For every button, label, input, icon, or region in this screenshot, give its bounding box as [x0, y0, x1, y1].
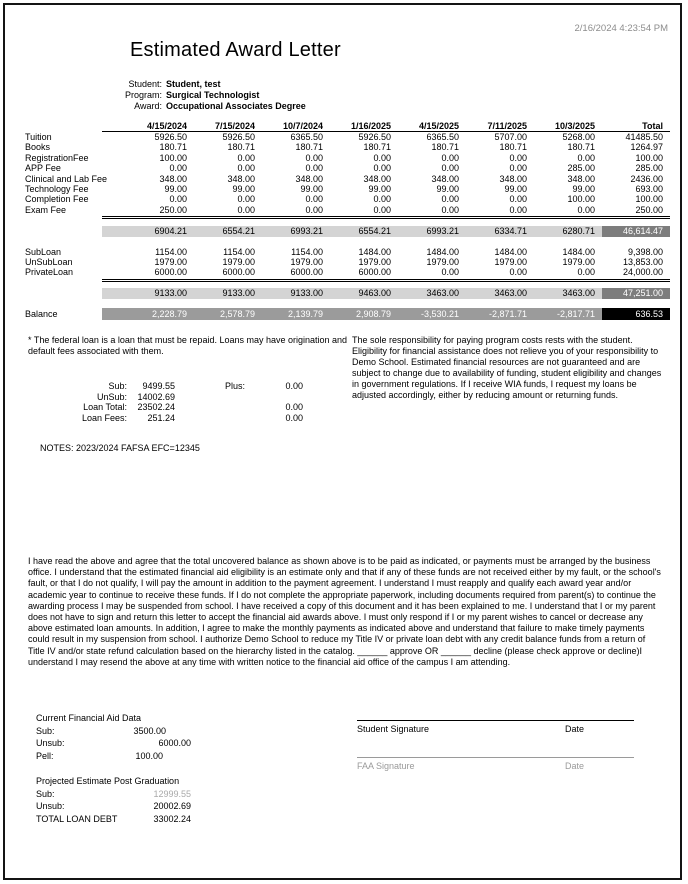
charge-cell: 348.00	[295, 173, 323, 184]
subtotal-spacer	[25, 288, 102, 298]
loan-cell: 1979.00	[290, 256, 323, 267]
loan-cell: 6000.00	[222, 267, 255, 278]
charge-cell: 0.00	[509, 204, 527, 215]
current-unsub-label: Unsub:	[36, 738, 65, 749]
charges-subtotal-cell: 6334.71	[466, 226, 534, 237]
charge-cell: 180.71	[567, 142, 595, 153]
loan-cell: 1979.00	[222, 256, 255, 267]
loan-fees-plus-value: 0.00	[285, 412, 303, 423]
charge-cell: 180.71	[295, 142, 323, 153]
column-header: Total	[602, 121, 670, 132]
student-signature-labels	[357, 724, 634, 736]
charge-cell: 0.00	[373, 163, 391, 174]
row-label: Completion Fee	[25, 194, 89, 205]
charge-cell: 99.00	[436, 183, 459, 194]
row-label: Clinical and Lab Fee	[25, 173, 108, 184]
charge-cell: 5926.50	[222, 132, 255, 142]
loan-cell: 9,398.00	[627, 246, 663, 257]
balance-cell: 2,228.79	[102, 308, 194, 320]
faa-signature-labels	[357, 761, 634, 773]
balance-total-cell: 636.53	[602, 308, 670, 320]
loans-subtotal-cell: 3463.00	[534, 288, 602, 299]
empty-cell	[175, 413, 245, 424]
balance-cell: 2,139.79	[262, 308, 330, 320]
empty-cell	[175, 402, 245, 413]
plus-label: Plus:	[224, 381, 245, 391]
loan-fees-value: 251.24	[147, 412, 175, 423]
charges-subtotal-cell: 6993.21	[398, 226, 466, 237]
column-header: 4/15/2025	[398, 121, 466, 132]
loan-cell: 24,000.00	[622, 267, 663, 278]
loans-subtotal-cell: 9133.00	[194, 288, 262, 299]
balance-cell: -2,871.71	[466, 308, 534, 320]
balance-cell: -2,817.71	[534, 308, 602, 320]
charge-cell: 693.00	[635, 183, 663, 194]
loan-cell: 0.00	[577, 267, 595, 278]
loan-cell: 1979.00	[494, 256, 527, 267]
subtotal-spacer	[25, 226, 102, 236]
sub-value: 9499.55	[142, 381, 175, 391]
charge-cell: 99.00	[572, 183, 595, 194]
charge-cell: 0.00	[509, 194, 527, 205]
row-label: Technology Fee	[25, 183, 89, 194]
program-label: Program:	[124, 90, 162, 100]
separator-spacer	[25, 215, 102, 225]
charge-cell: 0.00	[577, 152, 595, 163]
loan-fees-label: Loan Fees:	[81, 412, 127, 423]
charge-cell: 99.00	[300, 183, 323, 194]
charge-cell: 0.00	[509, 152, 527, 163]
row-label: SubLoan	[25, 246, 62, 257]
current-sub-label: Sub:	[36, 725, 55, 736]
empty-cell	[245, 392, 303, 403]
column-header: 10/3/2025	[534, 121, 602, 132]
charge-cell: 285.00	[567, 163, 595, 174]
charge-cell: 0.00	[373, 204, 391, 215]
charge-cell: 0.00	[305, 163, 323, 174]
charges-subtotal-cell: 6280.71	[534, 226, 602, 237]
loan-cell: 0.00	[509, 267, 527, 278]
student-info-row	[100, 79, 306, 90]
row-gap	[25, 237, 670, 247]
charge-cell: 180.71	[499, 142, 527, 153]
loan-cell: 1484.00	[358, 246, 391, 257]
charge-cell: 0.00	[305, 194, 323, 205]
loan-cell: 1484.00	[426, 246, 459, 257]
faa-signature-label: FAA Signature	[357, 761, 415, 771]
aid-row	[36, 737, 191, 750]
loans-subtotal-cell: 3463.00	[466, 288, 534, 299]
loan-cell: 1979.00	[358, 256, 391, 267]
student-value: Student, test	[166, 79, 221, 89]
loan-cell: 1154.00	[155, 246, 187, 257]
current-unsub-value: 6000.00	[158, 738, 191, 749]
empty-cell	[175, 392, 245, 403]
loan-cell: 0.00	[441, 267, 459, 278]
charge-cell: 5926.50	[154, 132, 187, 142]
charge-cell: 0.00	[577, 204, 595, 215]
charge-cell: 0.00	[305, 204, 323, 215]
row-label: Tuition	[25, 132, 52, 142]
loan-cell: 1154.00	[223, 246, 255, 257]
student-signature-label: Student Signature	[357, 724, 430, 734]
row-label: RegistrationFee	[25, 152, 89, 163]
loans-subtotal-cell: 9133.00	[262, 288, 330, 299]
loans-subtotal-cell: 9463.00	[330, 288, 398, 299]
charge-cell: 348.00	[159, 173, 187, 184]
student-label: Student:	[128, 79, 162, 89]
loan-cell: 6000.00	[358, 267, 391, 278]
row-label: UnSubLoan	[25, 256, 73, 267]
charge-cell: 100.00	[567, 194, 595, 205]
charge-cell: 0.00	[373, 152, 391, 163]
charge-cell: 0.00	[441, 194, 459, 205]
charge-cell: 99.00	[232, 183, 255, 194]
row-label: Books	[25, 142, 51, 153]
charge-cell: 250.00	[635, 204, 663, 215]
student-signature-block	[357, 720, 634, 736]
charge-cell: 250.00	[159, 204, 187, 215]
charge-cell: 0.00	[305, 152, 323, 163]
charge-cell: 348.00	[567, 173, 595, 184]
agreement-paragraph: I have read the above and agree that the total uncovered balance as shown above is to be paid as indicated, or payments must be arranged by the business office. I understand that the estimated financial aid eligibility is an estimate only and that if any of these funds are not received either by my fault, or the school's fault, or that I do not qualify, I will pay the amount in addition to the payment agreement. I understand I must reapply and qualify each award year and/or academic year to continue to receive these funds. If I do not complete the appropriate paperwork, including documents required from parent(s) to continue the awarding process I may be suspended from school. I have received a copy of this document and it has been explained to me. I understand that I or my parent does not have to sign and return this letter to accept the financial aid awards above. I must only respond if I or my parent wishes to cancel or decrease any above estimated loan amounts. In addition, I agree to make the monthly payments as indicated above and understand that failure to make timely payments could result in my suspension from school. I authorize Demo School to reduce my Title IV or private loan debt with any credit balance funds from a return of Title IV and/or state refund calculation based on the hierarchy listed in the catalog. ______ approve OR ______ decline (please check approve or decline)I understand I may resend the above at any time with written notice to the financial aid office of the campus I am attending.	[28, 556, 661, 667]
aid-row	[36, 813, 191, 826]
charge-cell: 2436.00	[630, 173, 663, 184]
column-header: 7/11/2025	[466, 121, 534, 132]
current-sub-value: 3500.00	[133, 725, 166, 736]
loan-total-value: 23502.24	[137, 402, 175, 413]
charge-cell: 99.00	[504, 183, 527, 194]
sub-label: Sub:	[108, 381, 127, 391]
charge-cell: 0.00	[441, 204, 459, 215]
charge-cell: 180.71	[227, 142, 255, 153]
charge-cell: 100.00	[159, 152, 187, 163]
balance-label: Balance	[25, 309, 58, 320]
loan-cell: 6000.00	[290, 267, 323, 278]
program-value: Surgical Technologist	[166, 90, 260, 100]
charge-cell: 0.00	[237, 163, 255, 174]
unsub-value: 14002.69	[137, 391, 175, 402]
current-pell-value: 100.00	[135, 750, 163, 761]
charge-cell: 0.00	[441, 163, 459, 174]
charges-subtotal-cell: 6554.21	[330, 226, 398, 237]
loan-cell: 1979.00	[426, 256, 459, 267]
balance-cell: 2,578.79	[194, 308, 262, 320]
plus-value: 0.00	[285, 381, 303, 391]
separator-spacer	[25, 278, 102, 288]
aid-row	[36, 750, 191, 763]
charge-cell: 100.00	[635, 194, 663, 205]
current-pell-label: Pell:	[36, 750, 54, 761]
total-loan-debt-value: 33002.24	[153, 813, 191, 824]
charge-cell: 348.00	[499, 173, 527, 184]
double-rule	[102, 279, 670, 282]
header-spacer	[25, 121, 102, 132]
projected-title: Projected Estimate Post Graduation	[36, 776, 180, 786]
balance-cell: -3,530.21	[398, 308, 466, 320]
projected-unsub-value: 20002.69	[153, 801, 191, 812]
charges-total-cell: 46,614.47	[602, 226, 670, 237]
charge-cell: 5707.00	[494, 132, 527, 142]
charge-cell: 5268.00	[562, 132, 595, 142]
loans-subtotal-cell: 9133.00	[102, 288, 194, 299]
page-title: Estimated Award Letter	[130, 39, 341, 61]
row-label: APP Fee	[25, 163, 61, 174]
charge-cell: 0.00	[169, 163, 187, 174]
charge-cell: 6365.50	[290, 132, 323, 142]
loan-cell: 1154.00	[291, 246, 323, 257]
charge-cell: 5926.50	[358, 132, 391, 142]
charge-cell: 348.00	[363, 173, 391, 184]
charge-cell: 348.00	[227, 173, 255, 184]
charge-cell: 100.00	[635, 152, 663, 163]
row-gap	[25, 299, 670, 308]
total-loan-debt-label: TOTAL LOAN DEBT	[36, 813, 118, 824]
loan-total-plus-value: 0.00	[285, 402, 303, 413]
column-header: 4/15/2024	[102, 121, 194, 132]
charge-cell: 99.00	[164, 183, 187, 194]
aid-row	[36, 725, 191, 738]
row-label: PrivateLoan	[25, 267, 74, 278]
faa-signature-block	[357, 757, 634, 773]
charge-cell: 180.71	[363, 142, 391, 153]
loan-cell: 1484.00	[562, 246, 595, 257]
student-info-row	[100, 101, 306, 112]
balance-cell: 2,908.79	[330, 308, 398, 320]
charge-cell: 0.00	[509, 163, 527, 174]
charge-cell: 180.71	[159, 142, 187, 153]
student-signature-line	[357, 720, 634, 721]
loan-cell: 1979.00	[154, 256, 187, 267]
loan-total-label: Loan Total:	[83, 402, 127, 413]
current-aid-title: Current Financial Aid Data	[36, 713, 142, 723]
charge-cell: 1264.97	[630, 142, 663, 153]
loan-cell: 13,853.00	[622, 256, 663, 267]
column-header: 7/15/2024	[194, 121, 262, 132]
notes-line: NOTES: 2023/2024 FAFSA EFC=12345	[40, 443, 200, 453]
award-label: Award:	[134, 101, 162, 111]
charge-cell: 0.00	[237, 194, 255, 205]
loan-cell: 1484.00	[494, 246, 527, 257]
federal-loan-disclaimer: * The federal loan is a loan that must be repaid. Loans may have origination and default fees associated with them.	[28, 335, 348, 356]
projected-sub-label: Sub:	[36, 788, 55, 799]
projected-sub-value: 12999.55	[153, 788, 191, 799]
faa-date-label: Date	[565, 761, 585, 771]
aid-row	[36, 800, 191, 813]
loan-summary-table	[57, 381, 303, 423]
charge-cell: 180.71	[431, 142, 459, 153]
faa-signature-line	[357, 757, 634, 758]
loan-cell: 6000.00	[154, 267, 187, 278]
unsub-label: UnSub:	[96, 391, 127, 402]
current-aid-block	[36, 712, 191, 762]
charge-cell: 0.00	[237, 152, 255, 163]
student-info-row	[100, 90, 306, 101]
column-header: 1/16/2025	[330, 121, 398, 132]
charges-subtotal-cell: 6993.21	[262, 226, 330, 237]
projected-block	[36, 775, 191, 825]
charge-cell: 99.00	[368, 183, 391, 194]
print-timestamp: 2/16/2024 4:23:54 PM	[574, 23, 668, 34]
loans-subtotal-cell: 3463.00	[398, 288, 466, 299]
student-info	[100, 79, 306, 112]
row-label: Exam Fee	[25, 204, 67, 215]
charge-cell: 6365.50	[426, 132, 459, 142]
charges-subtotal-cell: 6904.21	[102, 226, 194, 237]
aid-row	[36, 788, 191, 801]
projected-unsub-label: Unsub:	[36, 801, 65, 812]
student-date-label: Date	[565, 724, 585, 734]
charge-cell: 41485.50	[625, 132, 663, 142]
responsibility-disclaimer: The sole responsibility for paying program costs rests with the student. Eligibility for financial assistance does not relieve you of your responsibility to Demo School. Estimated financial resources are not guaranteed and are subject to change due to availability of funding, student eligibility and changes in government regulations. If I receive WIA funds, I request my loans be adjusted accordingly, either by reducing amount or returning funds.	[352, 335, 662, 400]
charge-cell: 348.00	[431, 173, 459, 184]
charges-subtotal-cell: 6554.21	[194, 226, 262, 237]
charge-cell: 285.00	[635, 163, 663, 174]
column-header: 10/7/2024	[262, 121, 330, 132]
charge-cell: 0.00	[441, 152, 459, 163]
charge-cell: 0.00	[373, 194, 391, 205]
award-schedule-table	[25, 121, 670, 320]
loans-total-cell: 47,251.00	[602, 288, 670, 299]
charge-cell: 0.00	[169, 194, 187, 205]
award-value: Occupational Associates Degree	[166, 101, 306, 111]
charge-cell: 0.00	[237, 204, 255, 215]
loan-cell: 1979.00	[562, 256, 595, 267]
double-rule	[102, 216, 670, 219]
